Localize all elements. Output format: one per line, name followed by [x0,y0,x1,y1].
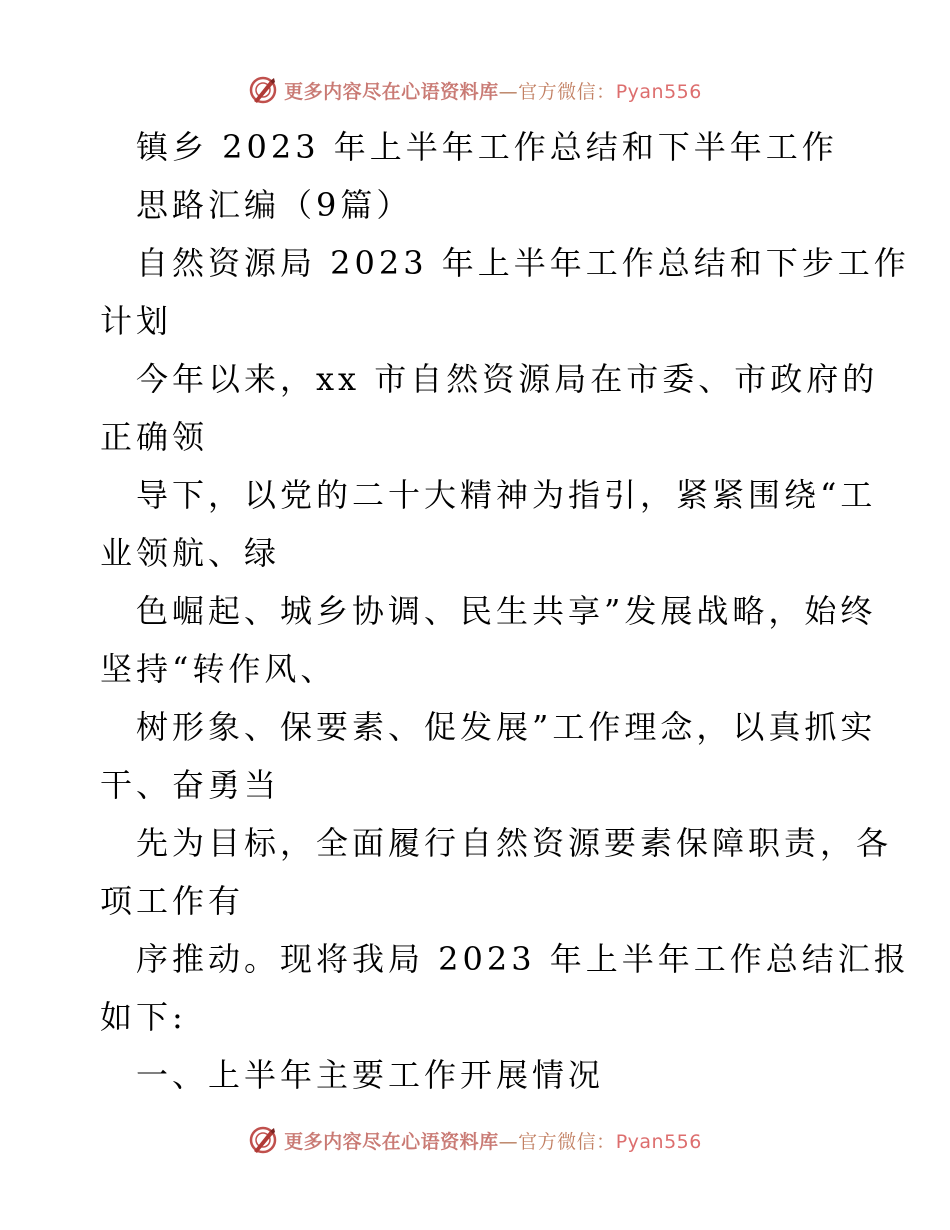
section-title-line-1: 自然资源局 2023 年上半年工作总结和下步工作 [136,244,910,282]
paragraph-line: 项工作有 [100,882,245,920]
paragraph-line: 先为目标，全面履行自然资源要素保障职责，各 [136,824,893,862]
paragraph-line: 今年以来，xx 市自然资源局在市委、市政府的 [136,360,879,398]
pen-seal-icon [248,75,278,105]
watermark-separator: — [498,80,519,103]
watermark-wechat-id: Pyan556 [615,1130,702,1153]
paragraph-line: 树形象、保要素、促发展”工作理念，以真抓实 [136,708,877,746]
watermark-wechat-id: Pyan556 [615,80,702,103]
paragraph-line: 如下: [100,998,187,1036]
section-heading: 一、上半年主要工作开展情况 [136,1056,605,1094]
pen-seal-icon [248,1125,278,1155]
footer-watermark [0,1120,950,1160]
watermark-wechat-label: 官方微信： [518,1130,616,1153]
paragraph-line: 序推动。现将我局 2023 年上半年工作总结汇报 [136,940,910,978]
paragraph-line: 色崛起、城乡协调、民生共享”发展战略，始终 [136,592,877,630]
document-title-line-1: 镇乡 2023 年上半年工作总结和下半年工作 [136,128,838,166]
paragraph-line: 导下，以党的二十大精神为指引，紧紧围绕“工 [136,476,877,514]
section-title-line-2: 计划 [100,302,173,340]
paragraph-line: 坚持“转作风、 [100,650,337,688]
paragraph-line: 正确领 [100,418,209,456]
watermark-wechat-label: 官方微信： [518,80,616,103]
watermark-separator: — [498,1130,519,1153]
watermark-library-text: 更多内容尽在心语资料库 [284,1130,499,1153]
watermark-library-text: 更多内容尽在心语资料库 [284,80,499,103]
header-watermark [0,70,950,110]
paragraph-line: 业领航、绿 [100,534,281,572]
document-title-line-2: 思路汇编（9篇） [136,186,413,224]
paragraph-line: 干、奋勇当 [100,766,281,804]
